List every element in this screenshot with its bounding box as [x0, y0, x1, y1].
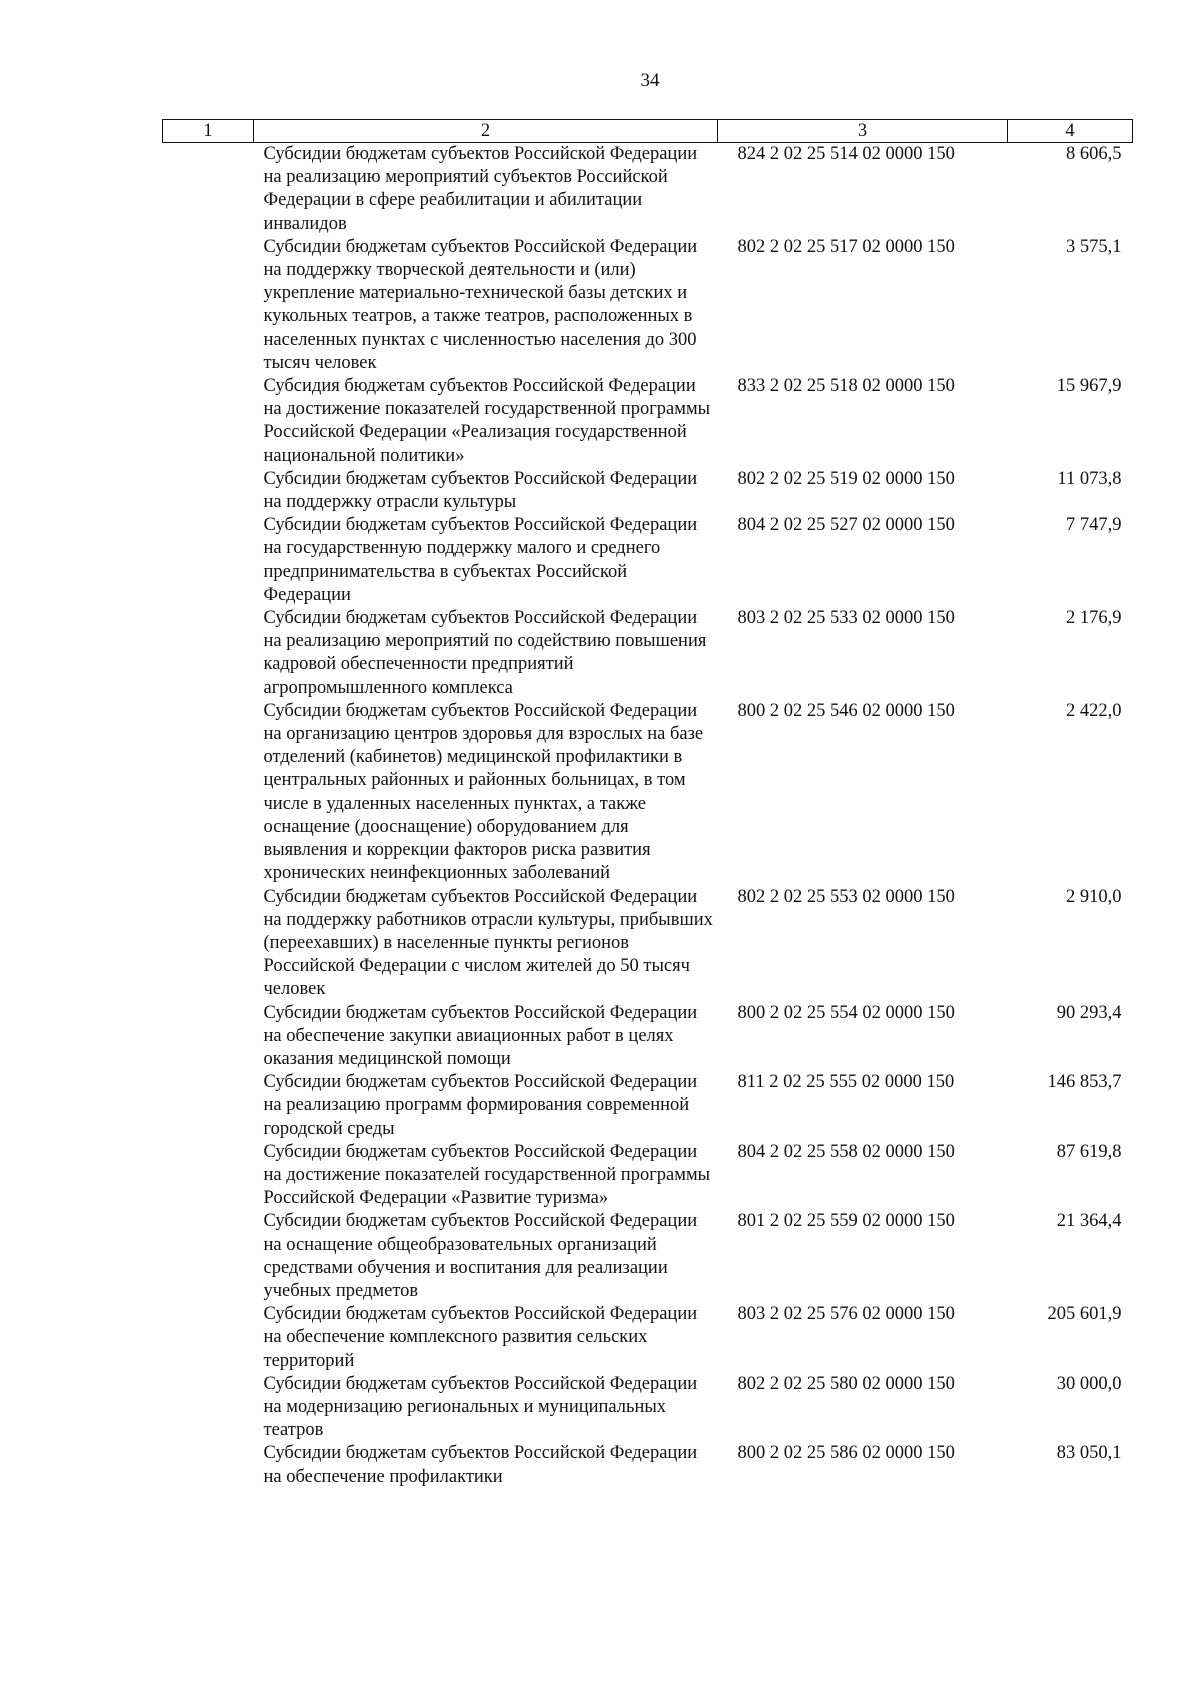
empty-cell	[163, 607, 254, 700]
empty-cell	[163, 1442, 254, 1488]
table-row	[163, 1071, 1133, 1141]
amount: 11 073,8	[1057, 468, 1122, 489]
subsidy-name: Субсидии бюджетам субъектов Российской Федерации на поддержку творческой деятельности и (или) укрепление материально-технической базы детских и кукольных театров, а также театров, расположенных в населенных пунктах с численностью населения до 300 тысяч человек	[263, 236, 698, 373]
empty-cell	[163, 1303, 254, 1373]
header-col-1: 1	[163, 120, 254, 143]
subsidy-name: Субсидии бюджетам субъектов Российской Федерации на обеспечение закупки авиационных работ в целях оказания медицинской помощи	[263, 1002, 698, 1069]
subsidy-name: Субсидии бюджетам субъектов Российской Федерации на реализацию программ формирования современной городской среды	[263, 1072, 698, 1139]
subsidy-name: Субсидии бюджетам субъектов Российской Федерации на реализацию мероприятий субъектов Российской Федерации в сфере реабилитации и абилитации инвалидов	[263, 144, 698, 234]
budget-code: 802 2 02 25 517 02 0000 150	[737, 236, 955, 257]
empty-cell	[163, 468, 254, 514]
budget-code: 800 2 02 25 554 02 0000 150	[737, 1002, 955, 1023]
table-row	[163, 607, 1133, 700]
amount: 8 606,5	[1066, 144, 1122, 164]
budget-code: 824 2 02 25 514 02 0000 150	[737, 144, 955, 164]
budget-table	[162, 119, 1133, 1489]
header-col-3: 3	[718, 120, 1008, 143]
table-row	[163, 143, 1133, 236]
page-number: 34	[640, 70, 660, 91]
subsidy-name: Субсидии бюджетам субъектов Российской Федерации на государственную поддержку малого и среднего предпринимательства в субъектах Российской Федерации	[263, 515, 698, 605]
subsidy-name: Субсидии бюджетам субъектов Российской Федерации на оснащение общеобразовательных организаций средствами обучения и воспитания для реализации учебных предметов	[263, 1211, 698, 1301]
empty-cell	[163, 1373, 254, 1443]
budget-code: 804 2 02 25 558 02 0000 150	[737, 1141, 955, 1162]
empty-cell	[163, 375, 254, 468]
budget-code: 802 2 02 25 519 02 0000 150	[737, 468, 955, 489]
amount: 146 853,7	[1047, 1072, 1122, 1093]
budget-code: 800 2 02 25 586 02 0000 150	[737, 1443, 955, 1464]
empty-cell	[163, 1002, 254, 1072]
header-row	[163, 120, 1133, 143]
table-row	[163, 1210, 1133, 1303]
amount: 87 619,8	[1056, 1141, 1122, 1162]
empty-cell	[163, 700, 254, 886]
table-row	[163, 1373, 1133, 1443]
amount: 2 422,0	[1066, 700, 1122, 721]
empty-cell	[163, 1210, 254, 1303]
budget-code: 802 2 02 25 580 02 0000 150	[737, 1373, 955, 1394]
amount: 15 967,9	[1056, 376, 1122, 397]
budget-code: 802 2 02 25 553 02 0000 150	[737, 886, 955, 907]
table-row	[163, 1442, 1133, 1488]
subsidy-name: Субсидии бюджетам субъектов Российской Федерации на поддержку работников отрасли культуры, прибывших (переехавших) в населенные пункты регионов Российской Федерации с числом жителей до 50 тысяч человек	[263, 886, 713, 1000]
budget-code: 803 2 02 25 533 02 0000 150	[737, 608, 955, 629]
amount: 21 364,4	[1056, 1211, 1122, 1232]
amount: 2 910,0	[1066, 886, 1122, 907]
amount: 2 176,9	[1066, 608, 1122, 629]
subsidy-name: Субсидии бюджетам субъектов Российской Федерации на обеспечение комплексного развития сельских территорий	[263, 1304, 698, 1371]
table-row	[163, 1303, 1133, 1373]
subsidy-name: Субсидии бюджетам субъектов Российской Федерации на обеспечение профилактики	[263, 1443, 698, 1487]
table-row	[163, 236, 1133, 375]
table-row	[163, 468, 1133, 514]
amount: 205 601,9	[1047, 1304, 1122, 1325]
budget-code: 833 2 02 25 518 02 0000 150	[737, 376, 955, 397]
table-row	[163, 886, 1133, 1002]
subsidy-name: Субсидии бюджетам субъектов Российской Федерации на модернизацию региональных и муниципальных театров	[263, 1373, 698, 1441]
amount: 7 747,9	[1066, 515, 1122, 536]
header-col-2: 2	[254, 120, 718, 143]
subsidy-name: Субсидии бюджетам субъектов Российской Федерации на реализацию мероприятий по содействию повышения кадровой обеспеченности предприятий агропромышленного комплекса	[263, 608, 707, 698]
empty-cell	[163, 514, 254, 607]
budget-code: 811 2 02 25 555 02 0000 150	[737, 1072, 955, 1093]
empty-cell	[163, 143, 254, 236]
header-col-4: 4	[1008, 120, 1133, 143]
table-row	[163, 375, 1133, 468]
table-row	[163, 514, 1133, 607]
table-row	[163, 700, 1133, 886]
empty-cell	[163, 236, 254, 375]
budget-code: 804 2 02 25 527 02 0000 150	[737, 515, 955, 536]
budget-code: 801 2 02 25 559 02 0000 150	[737, 1211, 955, 1232]
subsidy-name: Субсидии бюджетам субъектов Российской Федерации на достижение показателей государственной программы Российской Федерации «Развитие туризма»	[263, 1141, 711, 1209]
table-row	[163, 1141, 1133, 1211]
amount: 30 000,0	[1056, 1373, 1122, 1394]
empty-cell	[163, 886, 254, 1002]
amount: 90 293,4	[1056, 1002, 1122, 1023]
budget-code: 803 2 02 25 576 02 0000 150	[737, 1304, 955, 1325]
subsidy-name: Субсидии бюджетам субъектов Российской Федерации на организацию центров здоровья для взрослых на базе отделений (кабинетов) медицинской профилактики в центральных районных и районных больницах, в том числе в удаленных населенных пунктах, а также оснащение (дооснащение) оборудованием для выявления и коррекции факторов риска развития хронических неинфекционных заболеваний	[263, 700, 704, 884]
subsidy-name: Субсидия бюджетам субъектов Российской Федерации на достижение показателей государственной программы Российской Федерации «Реализация государственной национальной политики»	[263, 376, 711, 466]
subsidy-name: Субсидии бюджетам субъектов Российской Федерации на поддержку отрасли культуры	[263, 468, 698, 513]
table-body	[163, 143, 1133, 1489]
empty-cell	[163, 1141, 254, 1211]
table-header	[163, 120, 1133, 143]
amount: 83 050,1	[1056, 1443, 1122, 1464]
budget-code: 800 2 02 25 546 02 0000 150	[737, 700, 955, 721]
table-row	[163, 1002, 1133, 1072]
amount: 3 575,1	[1066, 236, 1122, 257]
empty-cell	[163, 1071, 254, 1141]
